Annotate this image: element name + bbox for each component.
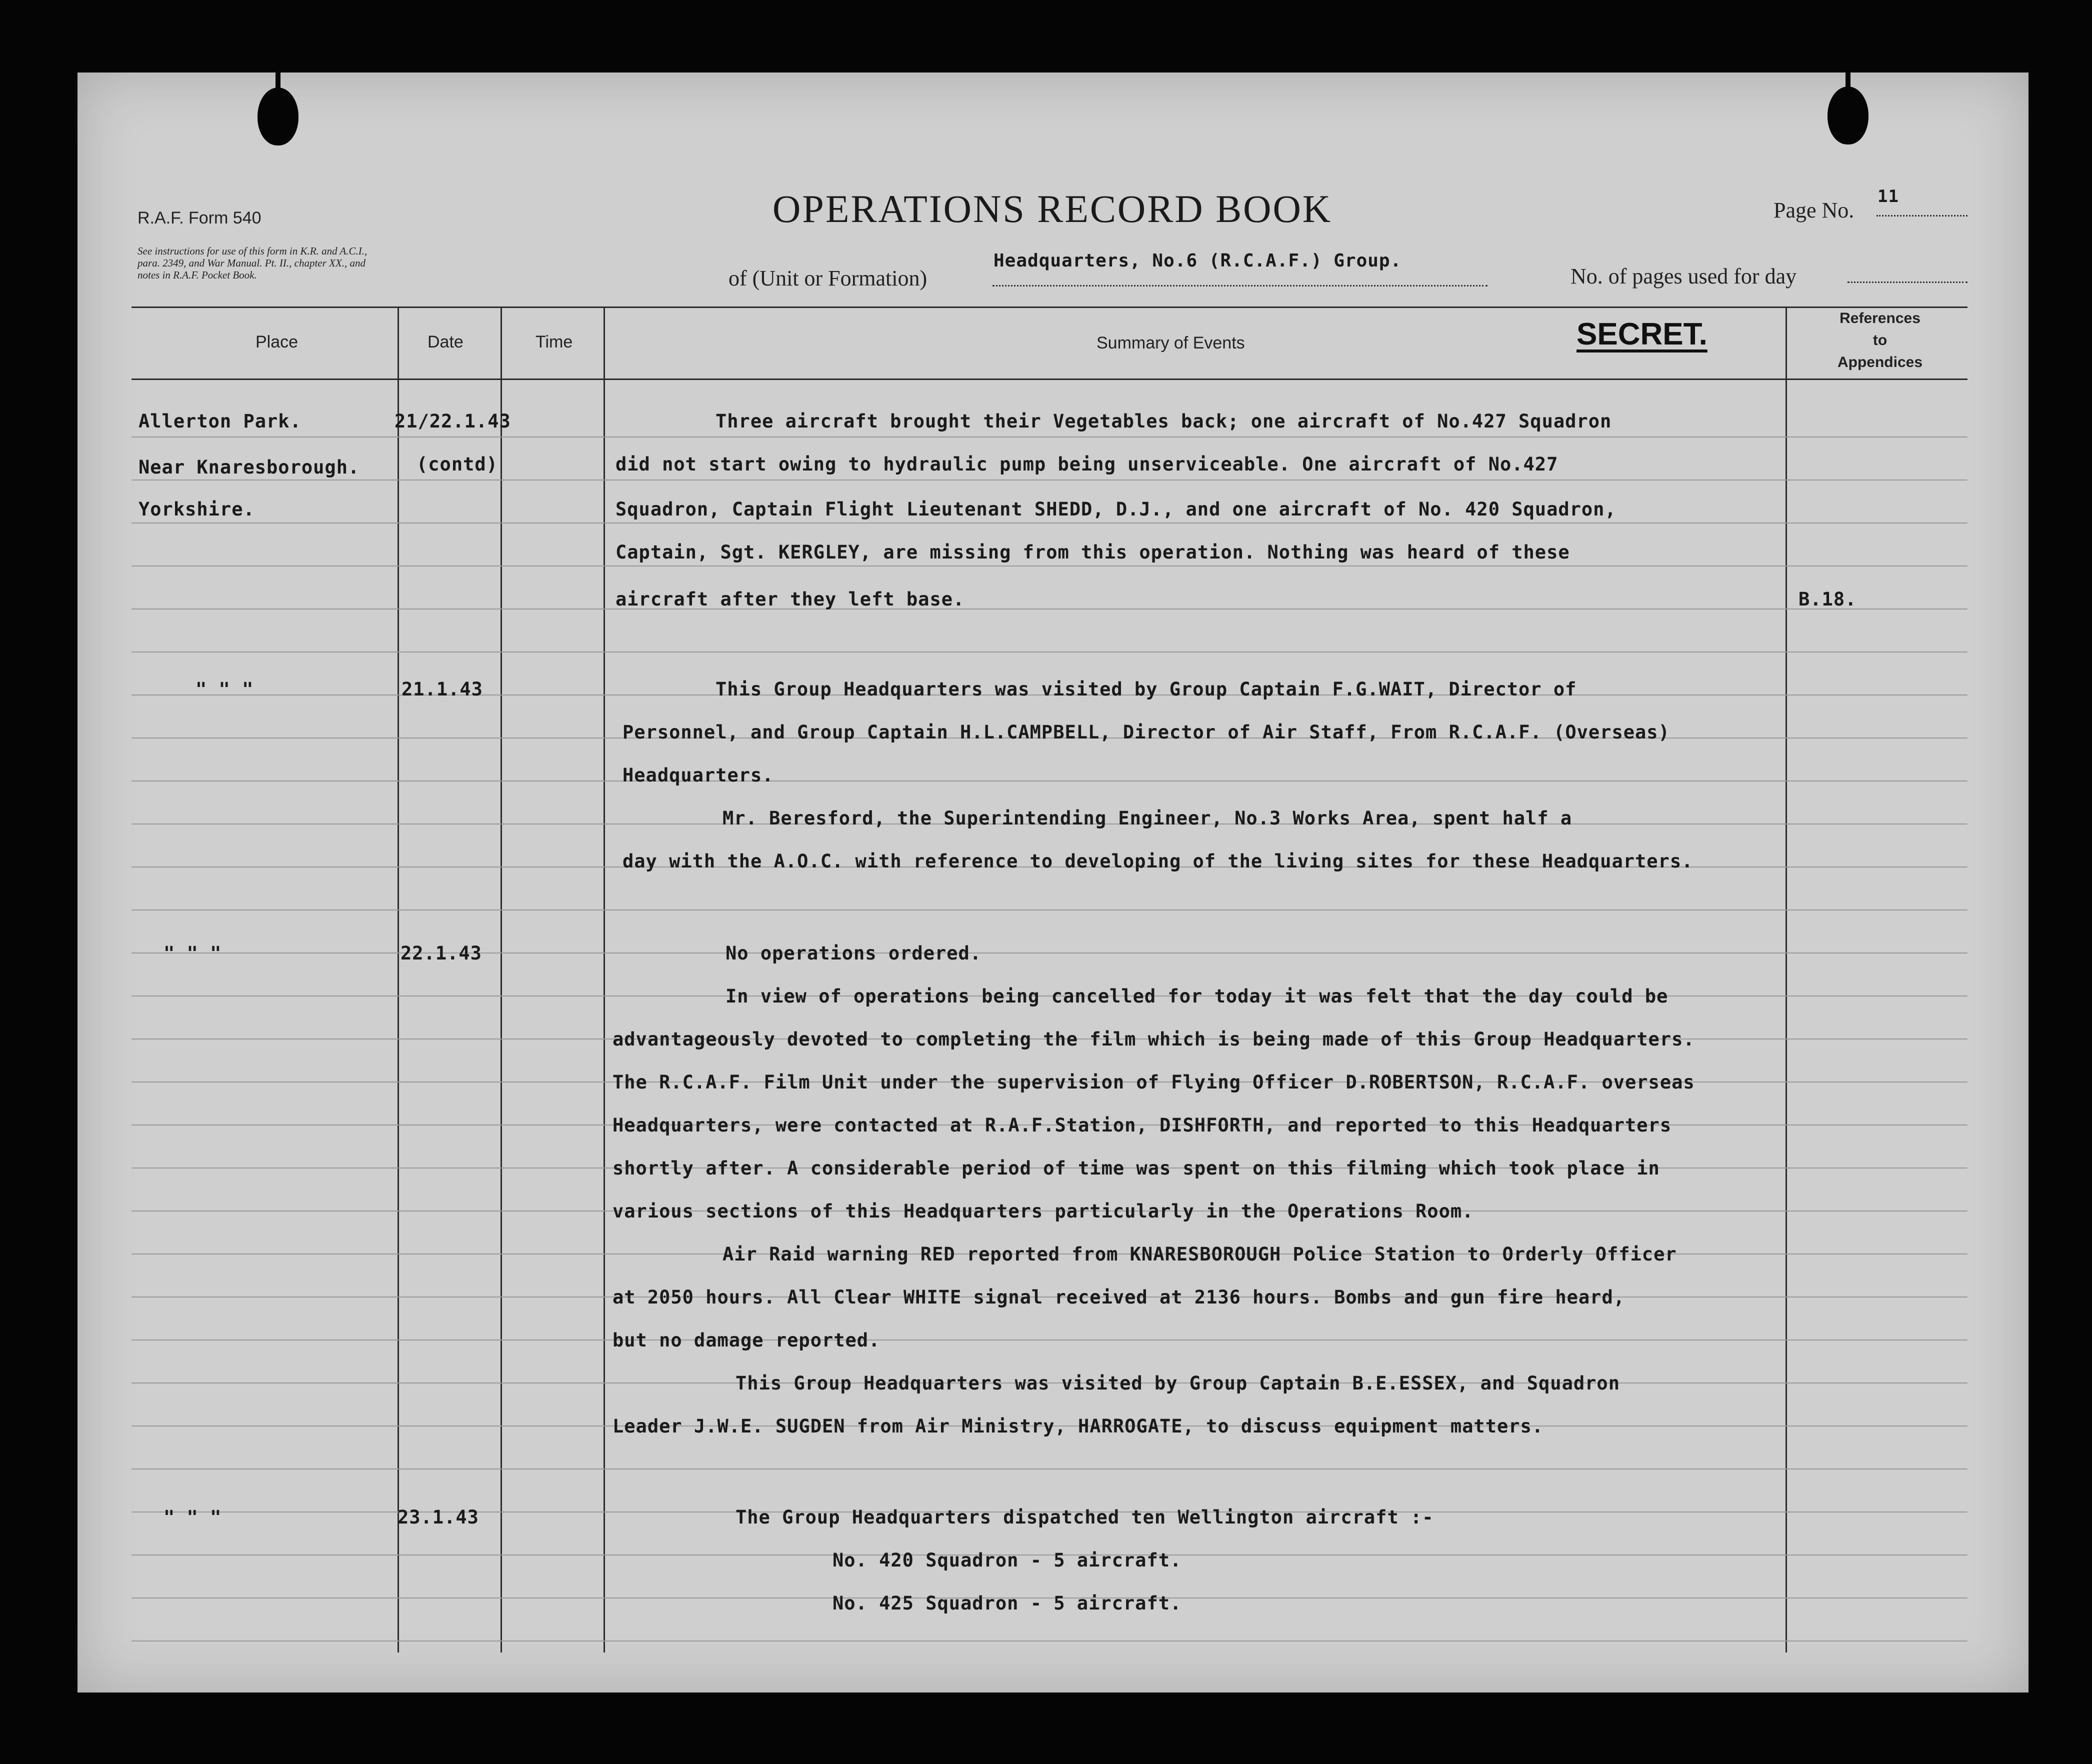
instructions-line: See instructions for use of this form in K.R. and A.C.I., [138,245,368,257]
col-divider-summary [1786,306,1787,1652]
unit-label: of (Unit or Formation) [728,266,928,290]
summary-line: This Group Headquarters was visited by Group Captain B.E.ESSEX, and Squadron [736,1372,1620,1394]
page-no-label: Page No. [1774,198,1854,222]
entry-date-contd: (contd) [416,454,498,475]
summary-line: but no damage reported. [612,1330,880,1351]
page-no-value: 11 [1878,186,1899,206]
col-divider-date [500,306,502,1652]
summary-line: Air Raid warning RED reported from KNARESBOROUGH Police Station to Orderly Officer [722,1244,1677,1265]
row-rule [132,608,1968,610]
header-date: Date [428,332,464,352]
header-references-line: to [1872,332,1888,348]
summary-line: various sections of this Headquarters particularly in the Operations Room. [612,1200,1474,1222]
entry-date: 22.1.43 [400,942,482,964]
summary-line: day with the A.O.C. with reference to developing of the living sites for these Headquarters. [622,850,1694,872]
summary-line: did not start owing to hydraulic pump being unserviceable. One aircraft of No.427 [616,454,1558,475]
place-line: Allerton Park. [138,410,302,432]
summary-line: Leader J.W.E. SUGDEN from Air Ministry, HARROGATE, to discuss equipment matters. [612,1416,1544,1437]
summary-line: Personnel, and Group Captain H.L.CAMPBELL, Director of Air Staff, From R.C.A.F. (Overseas) [622,722,1670,743]
pages-used-label: No. of pages used for day [1570,264,1797,288]
header-time: Time [536,332,573,352]
ditto-marks: " " " [164,1506,222,1528]
instructions-line: para. 2349, and War Manual. Pt. II., chapter XX., and [138,257,366,269]
unit-value: Headquarters, No.6 (R.C.A.F.) Group. [994,250,1402,271]
secret-stamp: SECRET. [1576,317,1708,352]
entry-date: 21.1.43 [402,678,483,700]
header-references-line: References [1840,310,1920,326]
summary-line: shortly after. A considerable period of time was spent on this filming which took place in [612,1158,1660,1179]
summary-line: Captain, Sgt. KERGLEY, are missing from this operation. Nothing was heard of these [616,542,1570,563]
summary-line: The Group Headquarters dispatched ten Wellington aircraft :- [736,1506,1434,1528]
col-divider-time [604,306,605,1652]
summary-line: This Group Headquarters was visited by Group Captain F.G.WAIT, Director of [716,678,1577,700]
row-rule [132,780,1968,782]
summary-line: Headquarters, were contacted at R.A.F.Station, DISHFORTH, and reported to this Headquarters [612,1114,1672,1136]
punch-hole-left [258,88,298,146]
table-top-rule [132,306,1968,308]
summary-line: at 2050 hours. All Clear WHITE signal received at 2136 hours. Bombs and gun fire heard, [612,1286,1626,1308]
ditto-marks: " " " [196,678,254,700]
instructions-line: notes in R.A.F. Pocket Book. [138,269,257,281]
summary-line: The R.C.A.F. Film Unit under the supervision of Flying Officer D.ROBERTSON, R.C.A.F. overseas [612,1072,1695,1093]
row-rule [132,522,1968,524]
header-place: Place [256,332,298,352]
unit-dots [992,285,1488,286]
page-no-dots [1876,215,1968,216]
summary-line: No. 425 Squadron - 5 aircraft. [832,1592,1182,1614]
header-references-line: Appendices [1837,354,1923,370]
entry-date: 21/22.1.43 [394,410,511,432]
col-divider-place [398,306,399,1652]
row-rule [132,1640,1968,1642]
form-number: R.A.F. Form 540 [138,208,262,228]
header-summary: Summary of Events [1096,334,1245,352]
row-rule [132,436,1968,438]
form-instructions [138,245,418,281]
header-references [1792,308,1968,374]
ditto-marks: " " " [164,942,222,964]
punch-hole-right [1828,86,1868,144]
summary-line: Squadron, Captain Flight Lieutenant SHEDD, D.J., and one aircraft of No. 420 Squadron, [616,498,1616,520]
appendix-reference: B.18. [1798,588,1857,610]
summary-line: Mr. Beresford, the Superintending Engineer, No.3 Works Area, spent half a [722,808,1572,829]
summary-line: No. 420 Squadron - 5 aircraft. [832,1550,1182,1571]
place-line: Yorkshire. [138,498,255,520]
page-title: OPERATIONS RECORD BOOK [772,187,1332,230]
form-540-sheet [78,72,2028,1692]
row-rule [132,1468,1968,1470]
summary-line: Three aircraft brought their Vegetables back; one aircraft of No.427 Squadron [716,410,1612,432]
entry-date: 23.1.43 [398,1506,479,1528]
place-line: Near Knaresborough. [138,456,360,478]
summary-line: Headquarters. [622,764,774,786]
summary-line: In view of operations being cancelled for today it was felt that the day could be [726,986,1668,1007]
summary-line: aircraft after they left base. [616,588,965,610]
summary-line: No operations ordered. [726,942,982,964]
table-header-rule [132,378,1968,380]
summary-line: advantageously devoted to completing the film which is being made of this Group Headquarters. [612,1028,1695,1050]
pages-used-dots [1848,282,1968,283]
